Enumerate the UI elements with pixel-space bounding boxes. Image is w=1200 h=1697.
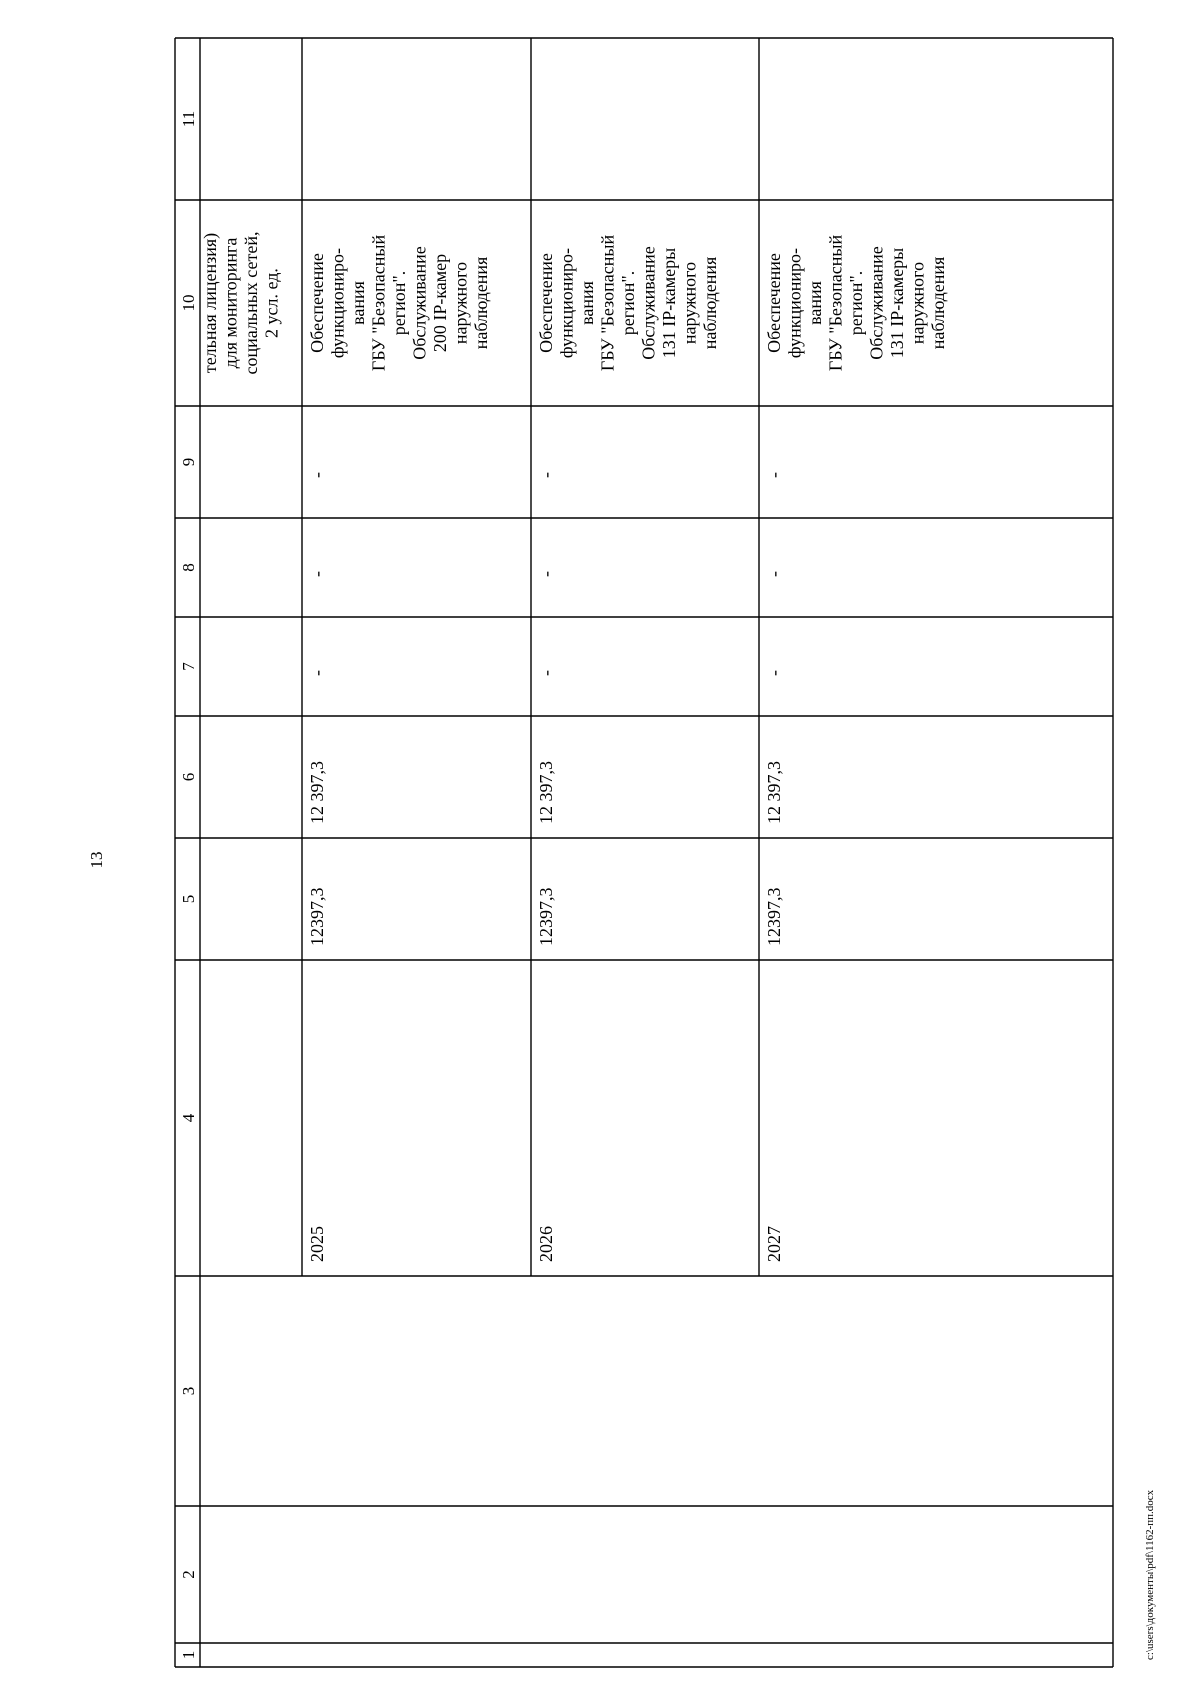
cell-description-line: наружного [450, 261, 471, 345]
cell-description-line: вания [348, 281, 368, 325]
column-header: 2 [179, 1570, 198, 1579]
cell-year: 2026 [536, 1226, 556, 1262]
cell-description-line: регион". [618, 270, 638, 336]
column-header: 6 [179, 772, 198, 782]
cell-description-line: Обслуживание [866, 246, 887, 360]
cell-description-line: регион". [389, 270, 409, 336]
cell-col9: - [536, 472, 556, 478]
column-header: 8 [179, 563, 198, 572]
cell-description-line: Обслуживание [409, 246, 430, 360]
cell-total: 12397,3 [764, 887, 784, 946]
cell-description-line: наблюдения [928, 256, 948, 350]
cell-description-line: Обслуживание [638, 246, 659, 360]
cell-budget: 12 397,3 [764, 761, 784, 824]
cell-description-line: наблюдения [700, 256, 720, 350]
continuation-description-line: для мониторинга [220, 237, 241, 369]
column-header: 9 [179, 457, 198, 467]
cell-description-line: регион". [846, 270, 866, 336]
column-header: 10 [179, 294, 198, 312]
cell-description-line: 200 IP-камер [430, 253, 450, 353]
cell-description-line: функциониро- [556, 247, 577, 359]
continuation-description-line: социальных сетей, [241, 231, 261, 375]
cell-col7: - [307, 670, 327, 676]
cell-description-line: 131 IP-камеры [887, 247, 907, 359]
cell-description-line: ГБУ "Безопасный [368, 234, 389, 372]
cell-budget: 12 397,3 [307, 761, 327, 824]
column-header: 4 [179, 1113, 198, 1123]
cell-col8: - [307, 571, 327, 577]
cell-col8: - [536, 571, 556, 577]
continuation-description-line: тельная лицензия) [200, 232, 220, 374]
column-header: 3 [179, 1386, 198, 1396]
column-header: 11 [179, 110, 198, 128]
cell-total: 12397,3 [536, 887, 556, 946]
cell-description-line: наружного [907, 261, 928, 345]
cell-description-line: Обеспечение [764, 253, 784, 353]
cell-description-line: функциониро- [327, 247, 348, 359]
cell-description-line: наблюдения [471, 256, 491, 350]
cell-budget: 12 397,3 [536, 761, 556, 824]
column-header: 7 [179, 662, 198, 671]
continuation-description-line: 2 усл. ед. [261, 268, 282, 338]
cell-description-line: 131 IP-камеры [659, 247, 679, 359]
page-number: 13 [87, 851, 106, 869]
cell-year: 2025 [307, 1226, 327, 1262]
cell-col7: - [536, 670, 556, 676]
cell-description-line: вания [805, 281, 825, 325]
cell-col9: - [764, 472, 784, 478]
cell-description-line: ГБУ "Безопасный [825, 234, 846, 372]
cell-description-line: наружного [679, 261, 700, 345]
cell-col8: - [764, 571, 784, 577]
cell-year: 2027 [764, 1226, 784, 1262]
cell-description-line: ГБУ "Безопасный [597, 234, 618, 372]
column-header: 1 [179, 1650, 198, 1660]
cell-col7: - [764, 670, 784, 676]
footer-file-path-text: c:\users\документы\pdf\1162-пп.docx [1144, 1489, 1156, 1660]
cell-total: 12397,3 [307, 887, 327, 946]
cell-description-line: Обеспечение [307, 253, 327, 353]
cell-description-line: Обеспечение [536, 253, 556, 353]
cell-description-line: вания [577, 281, 597, 325]
cell-description-line: функциониро- [784, 247, 805, 359]
cell-col9: - [307, 472, 327, 478]
column-header: 5 [179, 894, 198, 904]
